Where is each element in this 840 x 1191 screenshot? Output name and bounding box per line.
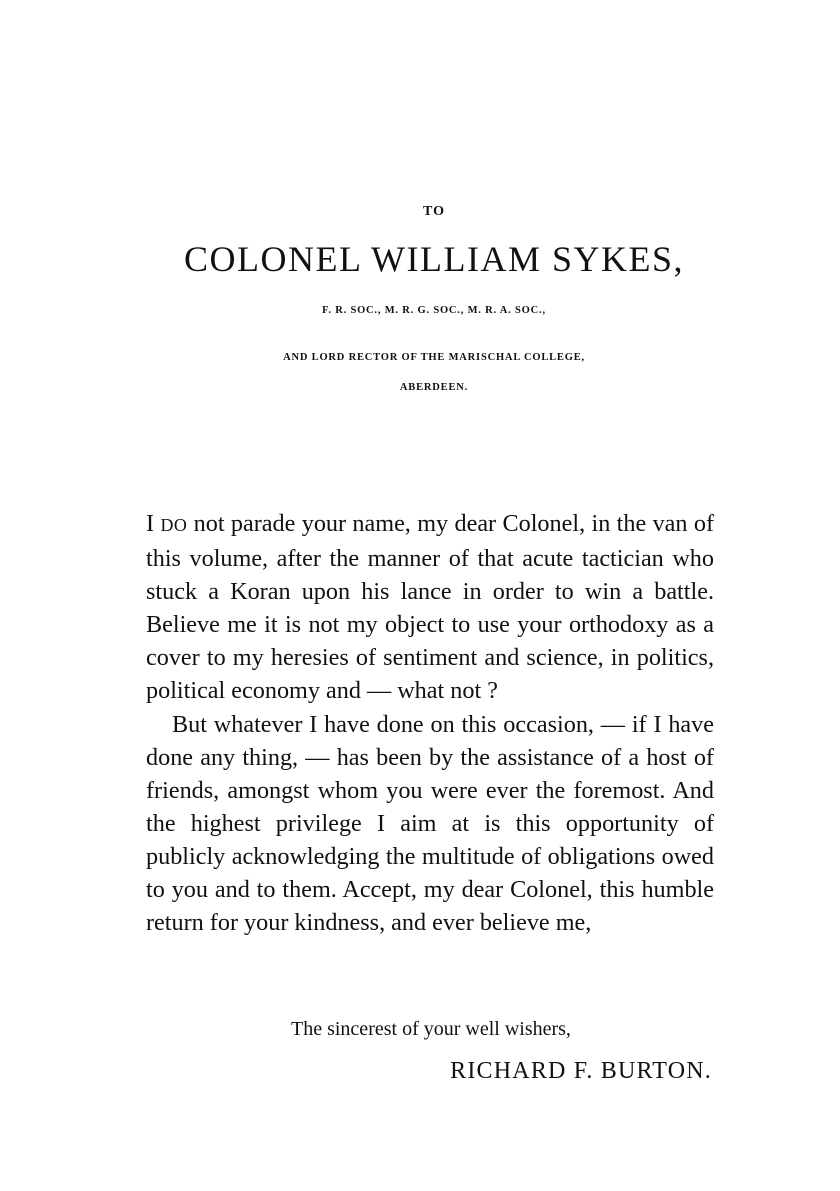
valediction: The sincerest of your well wishers, [291, 1018, 571, 1040]
dedication-to: TO [423, 204, 445, 219]
dedicatee-office: AND LORD RECTOR OF THE MARISCHAL COLLEGE, [283, 352, 585, 363]
paragraph-1-smallcaps: DO [160, 515, 188, 535]
dedicatee-name: COLONEL WILLIAM SYKES, [184, 239, 684, 279]
dedicatee-place: ABERDEEN. [399, 382, 469, 393]
dedicatee-honors: F. R. SOC., M. R. G. SOC., M. R. A. SOC., [322, 305, 546, 316]
paragraph-1-lead: I [146, 510, 155, 537]
letter-paragraph-1 [146, 507, 714, 708]
signature: RICHARD F. BURTON. [450, 1058, 712, 1084]
letter-body [146, 507, 714, 939]
paragraph-1-text: not parade your name, my dear Colonel, in the van of this volume, after the manner of that acute tactician who stuck a Koran upon his lance in order to win a battle. Believe me it is not my object to use your orthodoxy as a cover to my heresies of sentiment and science, in politics, political economy and — what not ? [146, 510, 715, 705]
letter-paragraph-2: But whatever I have done on this occasion, — if I have done any thing, — has been by the assistance of a host of friends, amongst whom you were ever the foremost. And the highest privilege I aim at is this opportunity of publicly acknowledging the multitude of obligations owed to you and to them. Accept, my dear Colonel, this humble return for your kindness, and ever believe me, [146, 710, 714, 937]
